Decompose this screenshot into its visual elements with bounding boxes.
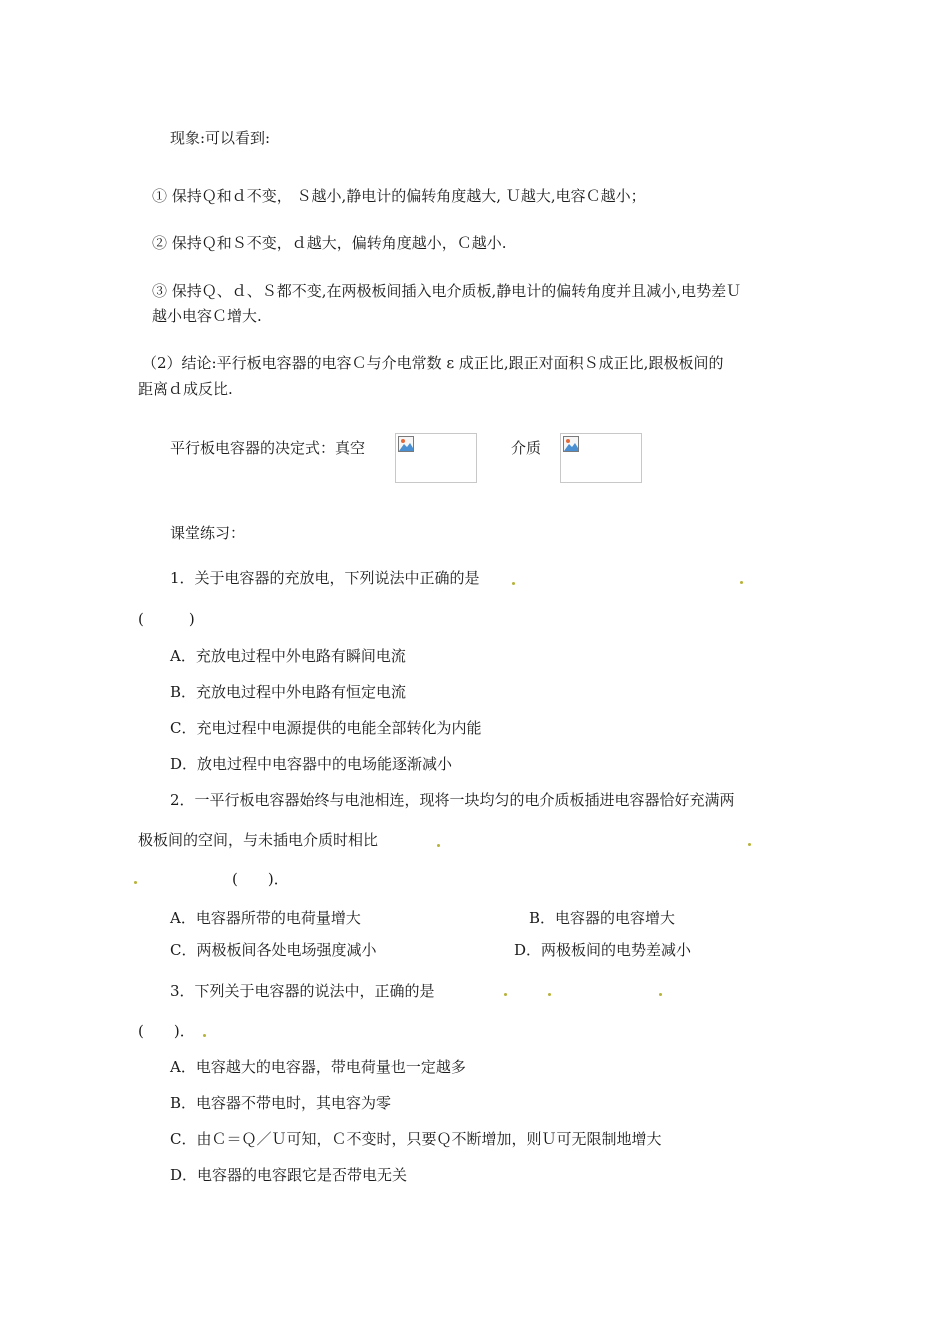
phenomenon-label: 现象:可以看到: [170, 129, 271, 147]
scan-dot [504, 993, 507, 996]
observation-1: ① 保持Ｑ和ｄ不变， Ｓ越小,静电计的偏转角度越大, Ｕ越大,电容Ｃ越小； [152, 187, 646, 205]
q3-stem: 3．下列关于电容器的说法中，正确的是 [170, 982, 435, 1000]
q3-option-b: B．电容器不带电时，其电容为零 [170, 1094, 392, 1112]
q2-option-d: D．两极板间的电势差减小 [514, 941, 692, 959]
q2-stem-line-2: 极板间的空间，与未插电介质时相比 [138, 831, 379, 849]
q1-option-a: A．充放电过程中外电路有瞬间电流 [170, 647, 406, 665]
scan-dot [437, 844, 440, 847]
scan-dot [659, 993, 662, 996]
broken-image-icon [398, 436, 414, 452]
formula-label: 平行板电容器的决定式：真空 [170, 439, 366, 457]
medium-formula-image [560, 433, 642, 483]
conclusion-line-1: （2）结论:平行板电容器的电容Ｃ与介电常数 ε 成正比,跟正对面积Ｓ成正比,跟极板间的 [142, 354, 724, 372]
q1-answer-paren: ( ) [138, 610, 195, 628]
scan-dot [740, 581, 743, 584]
scan-dot [548, 993, 551, 996]
q2-option-c: C．两极板间各处电场强度减小 [170, 941, 377, 959]
q2-stem-line-1: 2．一平行板电容器始终与电池相连，现将一块均匀的电介质板插进电容器恰好充满两 [170, 791, 735, 809]
conclusion-line-2: 距离ｄ成反比. [138, 380, 233, 398]
scan-dot [512, 582, 515, 585]
q2-answer-paren: ( )． [232, 870, 289, 888]
scan-dot [203, 1034, 206, 1037]
vacuum-formula-image [395, 433, 477, 483]
q1-stem: 1．关于电容器的充放电，下列说法中正确的是 [170, 569, 480, 587]
scan-dot [134, 881, 137, 884]
scan-dot [748, 843, 751, 846]
q3-option-a: A．电容越大的电容器，带电荷量也一定越多 [170, 1058, 466, 1076]
broken-image-icon [563, 436, 579, 452]
q1-option-c: C．充电过程中电源提供的电能全部转化为内能 [170, 719, 482, 737]
q3-option-d: D．电容器的电容跟它是否带电无关 [170, 1166, 408, 1184]
observation-3-line-1: ③ 保持Ｑ、ｄ、Ｓ都不变,在两极板间插入电介质板,静电计的偏转角度并且减小,电势差Ｕ [152, 282, 742, 300]
q1-option-b: B．充放电过程中外电路有恒定电流 [170, 683, 407, 701]
q3-answer-paren: ( )． [138, 1022, 195, 1040]
medium-label: 介质 [511, 439, 542, 457]
observation-2: ② 保持Ｑ和Ｓ不变，ｄ越大，偏转角度越小，Ｃ越小. [152, 234, 507, 252]
q2-option-a: A．电容器所带的电荷量增大 [170, 909, 361, 927]
q2-option-b: B．电容器的电容增大 [529, 909, 676, 927]
q1-option-d: D．放电过程中电容器中的电场能逐渐减小 [170, 755, 453, 773]
q3-option-c: C．由Ｃ＝Ｑ／Ｕ可知，Ｃ不变时，只要Ｑ不断增加，则Ｕ可无限制地增大 [170, 1130, 662, 1148]
observation-3-line-2: 越小电容Ｃ增大. [152, 307, 262, 325]
practice-heading: 课堂练习： [170, 524, 246, 542]
